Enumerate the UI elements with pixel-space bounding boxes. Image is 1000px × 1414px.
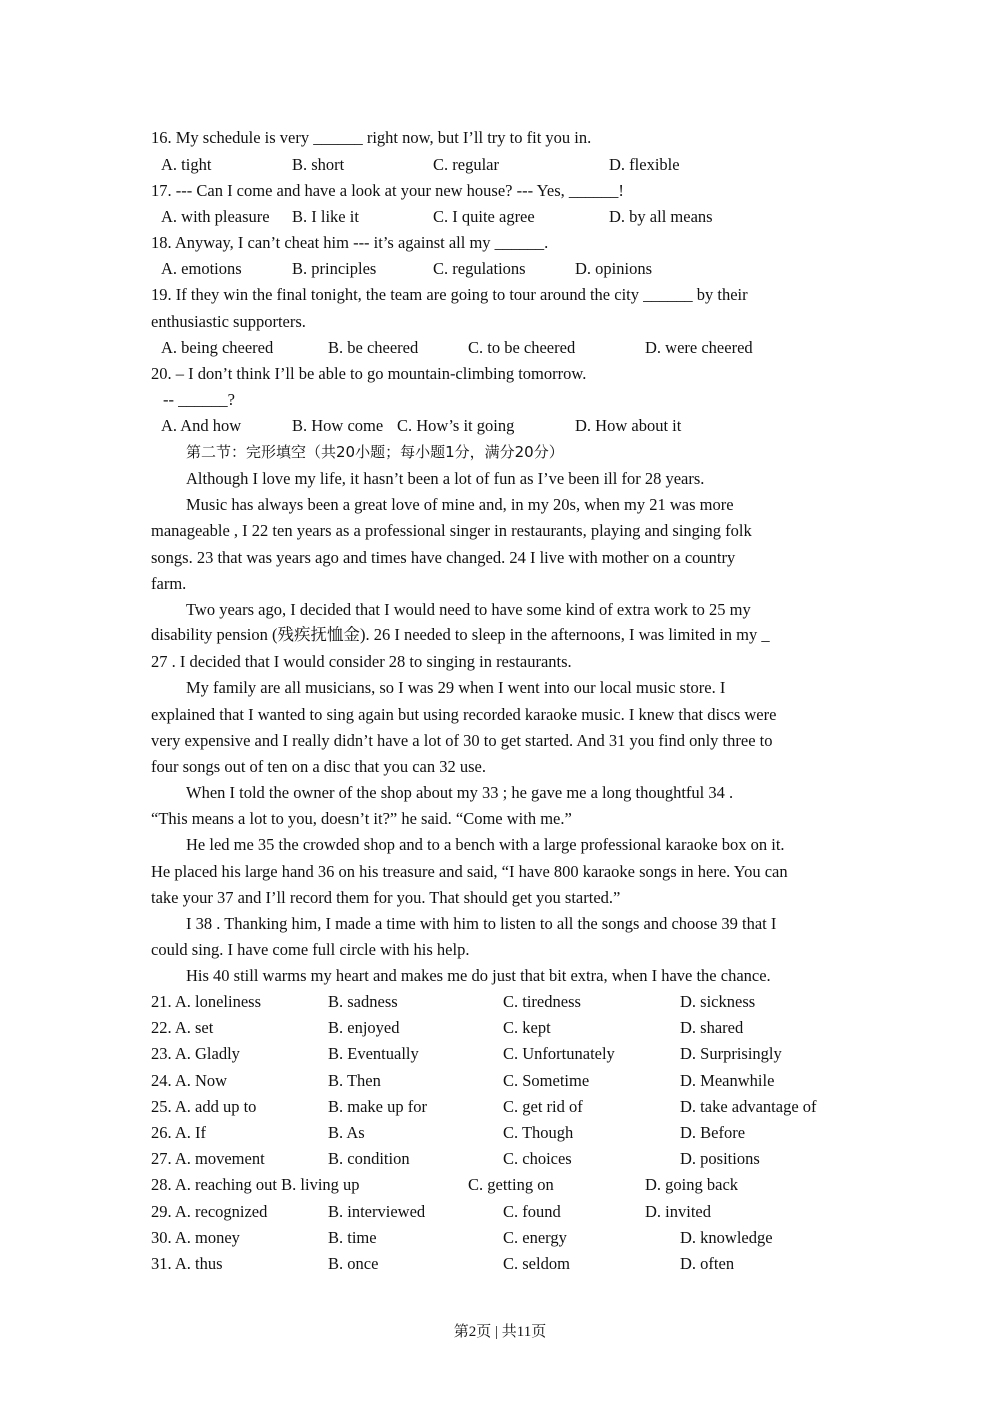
option-23-d: D. Surprisingly <box>680 1044 782 1063</box>
passage-line: manageable , I 22 ten years as a professional singer in restaurants, playing and singing folk <box>151 521 752 540</box>
passage-line: songs. 23 that was years ago and times have changed. 24 I live with mother on a country <box>151 548 736 567</box>
question-19-stem-cont: enthusiastic supporters. <box>151 312 306 331</box>
option-21-d: D. sickness <box>680 992 756 1011</box>
option-24-a: 24. A. Now <box>151 1071 228 1090</box>
passage-line: His 40 still warms my heart and makes me do just that bit extra, when I have the chance. <box>186 966 771 985</box>
section-heading: 第二节：完形填空（共20小题；每小题1分，满分20分） <box>186 443 564 461</box>
q20-option-b: B. How come <box>292 416 384 435</box>
q18-option-d: D. opinions <box>575 259 653 278</box>
option-23-c: C. Unfortunately <box>503 1044 615 1063</box>
option-27-a: 27. A. movement <box>151 1149 265 1168</box>
question-20-stem: 20. – I don’t think I’ll be able to go mountain-climbing tomorrow. <box>151 364 587 383</box>
option-30-a: 30. A. money <box>151 1228 240 1247</box>
passage-line: My family are all musicians, so I was 29 when I went into our local music store. I <box>186 678 726 697</box>
q17-option-d: D. by all means <box>609 207 713 226</box>
question-17-stem: 17. --- Can I come and have a look at your new house? --- Yes, ______! <box>151 181 624 200</box>
option-22-d: D. shared <box>680 1018 744 1037</box>
q20-option-c: C. How’s it going <box>397 416 515 435</box>
passage-line: He led me 35 the crowded shop and to a bench with a large professional karaoke box on it. <box>186 835 785 854</box>
option-31-b: B. once <box>328 1254 379 1273</box>
option-27-d: D. positions <box>680 1149 760 1168</box>
passage-line: When I told the owner of the shop about my 33 ; he gave me a long thoughtful 34 . <box>186 783 734 802</box>
passage-line: disability pension (残疾抚恤金). 26 I needed to sleep in the afternoons, I was limited in my _ <box>151 625 770 644</box>
option-24-d: D. Meanwhile <box>680 1071 775 1090</box>
q19-option-c: C. to be cheered <box>468 338 576 357</box>
option-24-b: B. Then <box>328 1071 381 1090</box>
passage-line: explained that I wanted to sing again but using recorded karaoke music. I knew that discs were <box>151 705 777 724</box>
option-25-c: C. get rid of <box>503 1097 583 1116</box>
option-25-a: 25. A. add up to <box>151 1097 257 1116</box>
option-24-c: C. Sometime <box>503 1071 590 1090</box>
q18-option-b: B. principles <box>292 259 377 278</box>
passage-line: “This means a lot to you, doesn’t it?” he said. “Come with me.” <box>151 809 572 828</box>
option-21-c: C. tiredness <box>503 992 581 1011</box>
q16-option-a: A. tight <box>161 155 212 174</box>
option-29-d: D. invited <box>645 1202 711 1221</box>
q19-option-d: D. were cheered <box>645 338 753 357</box>
option-21-b: B. sadness <box>328 992 398 1011</box>
passage-line: 27 . I decided that I would consider 28 to singing in restaurants. <box>151 652 572 671</box>
option-25-d: D. take advantage of <box>680 1097 817 1116</box>
passage-line: Two years ago, I decided that I would need to have some kind of extra work to 25 my <box>186 600 751 619</box>
passage-line: four songs out of ten on a disc that you can 32 use. <box>151 757 486 776</box>
option-27-c: C. choices <box>503 1149 572 1168</box>
option-26-c: C. Though <box>503 1123 574 1142</box>
option-30-d: D. knowledge <box>680 1228 773 1247</box>
question-20-response: -- ______? <box>163 390 235 409</box>
option-22-a: 22. A. set <box>151 1018 214 1037</box>
option-29-c: C. found <box>503 1202 561 1221</box>
q19-option-a: A. being cheered <box>161 338 274 357</box>
option-22-b: B. enjoyed <box>328 1018 400 1037</box>
option-23-b: B. Eventually <box>328 1044 419 1063</box>
option-25-b: B. make up for <box>328 1097 427 1116</box>
passage-line: could sing. I have come full circle with his help. <box>151 940 470 959</box>
q16-option-c: C. regular <box>433 155 499 174</box>
q20-option-d: D. How about it <box>575 416 682 435</box>
passage-line: very expensive and I really didn’t have a lot of 30 to get started. And 31 you find only three to <box>151 731 773 750</box>
option-21-a: 21. A. loneliness <box>151 992 261 1011</box>
passage-line: Music has always been a great love of mine and, in my 20s, when my 21 was more <box>186 495 734 514</box>
option-31-c: C. seldom <box>503 1254 570 1273</box>
q20-option-a: A. And how <box>161 416 242 435</box>
question-19-stem: 19. If they win the final tonight, the team are going to tour around the city ______ by their <box>151 285 748 304</box>
q18-option-a: A. emotions <box>161 259 242 278</box>
q17-option-c: C. I quite agree <box>433 207 535 226</box>
passage-line: take your 37 and I’ll record them for you. That should get you started.” <box>151 888 621 907</box>
q16-option-b: B. short <box>292 155 345 174</box>
passage-line: Although I love my life, it hasn’t been a lot of fun as I’ve been ill for 28 years. <box>186 469 705 488</box>
page-footer: 第2页 | 共11页 <box>453 1324 547 1340</box>
option-29-b: B. interviewed <box>328 1202 426 1221</box>
q16-option-d: D. flexible <box>609 155 680 174</box>
option-31-a: 31. A. thus <box>151 1254 223 1273</box>
option-23-a: 23. A. Gladly <box>151 1044 240 1063</box>
question-16-stem: 16. My schedule is very ______ right now, but I’ll try to fit you in. <box>151 128 592 147</box>
question-18-stem: 18. Anyway, I can’t cheat him --- it’s against all my ______. <box>151 233 549 252</box>
option-30-b: B. time <box>328 1228 377 1247</box>
q19-option-b: B. be cheered <box>328 338 419 357</box>
option-28-d: D. going back <box>645 1175 739 1194</box>
option-31-d: D. often <box>680 1254 735 1273</box>
q18-option-c: C. regulations <box>433 259 526 278</box>
q17-option-b: B. I like it <box>292 207 359 226</box>
option-26-b: B. As <box>328 1123 365 1142</box>
option-28-a: 28. A. reaching out B. living up <box>151 1175 360 1194</box>
passage-line: farm. <box>151 574 187 593</box>
option-26-a: 26. A. If <box>151 1123 206 1142</box>
passage-line: I 38 . Thanking him, I made a time with him to listen to all the songs and choose 39 that I <box>186 914 777 933</box>
option-26-d: D. Before <box>680 1123 746 1142</box>
q17-option-a: A. with pleasure <box>161 207 270 226</box>
option-30-c: C. energy <box>503 1228 567 1247</box>
option-29-a: 29. A. recognized <box>151 1202 268 1221</box>
option-27-b: B. condition <box>328 1149 410 1168</box>
passage-line: He placed his large hand 36 on his treasure and said, “I have 800 karaoke songs in here. You can <box>151 862 788 881</box>
option-22-c: C. kept <box>503 1018 551 1037</box>
option-28-c: C. getting on <box>468 1175 554 1194</box>
